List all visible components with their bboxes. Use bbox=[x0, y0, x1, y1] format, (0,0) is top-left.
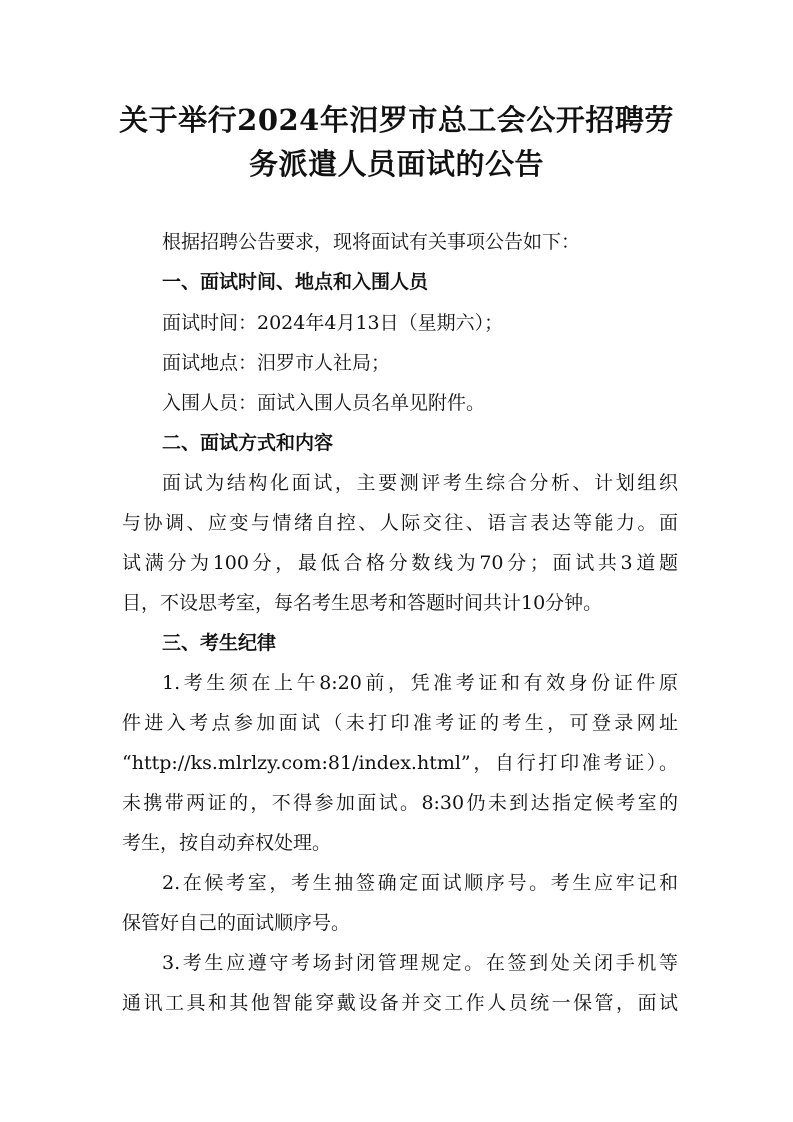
rule-1-line-3: “http://ks.mlrlzy.com:81/index.html”，自行打印准考证）。 bbox=[122, 752, 678, 774]
section-1-heading: 一、面试时间、地点和入围人员 bbox=[162, 271, 429, 293]
rule-3-line-1: 3.考生应遵守考场封闭管理规定。在签到处关闭手机等 bbox=[162, 952, 678, 974]
section-2-body-line-4: 目，不设思考室，每名考生思考和答题时间共计10分钟。 bbox=[122, 592, 603, 614]
section-3-heading: 三、考生纪律 bbox=[162, 632, 277, 654]
rule-1-line-4: 未携带两证的，不得参加面试。8:30仍未到达指定候考室的 bbox=[122, 792, 678, 814]
rule-2-line-2: 保管好自己的面试顺序号。 bbox=[122, 912, 351, 934]
document-title-line-1: 关于举行2024年汨罗市总工会公开招聘劳 bbox=[119, 103, 674, 137]
interview-time: 面试时间：2024年4月13日（星期六）； bbox=[162, 312, 504, 334]
rule-1-line-2: 件进入考点参加面试（未打印准考证的考生，可登录网址 bbox=[122, 712, 678, 734]
rule-1-line-5: 考生，按自动弃权处理。 bbox=[122, 832, 332, 854]
rule-1-line-1: 1.考生须在上午8:20前，凭准考证和有效身份证件原 bbox=[162, 672, 678, 694]
rule-3-line-2: 通讯工具和其他智能穿戴设备并交工作人员统一保管，面试 bbox=[122, 992, 678, 1014]
interview-location: 面试地点：汨罗市人社局； bbox=[162, 352, 391, 374]
document-title-line-2: 务派遣人员面试的公告 bbox=[248, 147, 544, 181]
interview-candidates: 入围人员：面试入围人员名单见附件。 bbox=[162, 392, 486, 414]
section-2-heading: 二、面试方式和内容 bbox=[162, 432, 334, 454]
section-2-body-line-3: 试满分为100分，最低合格分数线为70分；面试共3道题 bbox=[122, 552, 678, 574]
section-2-body-line-1: 面试为结构化面试，主要测评考生综合分析、计划组织 bbox=[162, 472, 678, 494]
rule-2-line-1: 2.在候考室，考生抽签确定面试顺序号。考生应牢记和 bbox=[162, 872, 678, 894]
intro-paragraph: 根据招聘公告要求，现将面试有关事项公告如下： bbox=[162, 231, 581, 253]
section-2-body-line-2: 与协调、应变与情绪自控、人际交往、语言表达等能力。面 bbox=[122, 512, 678, 534]
